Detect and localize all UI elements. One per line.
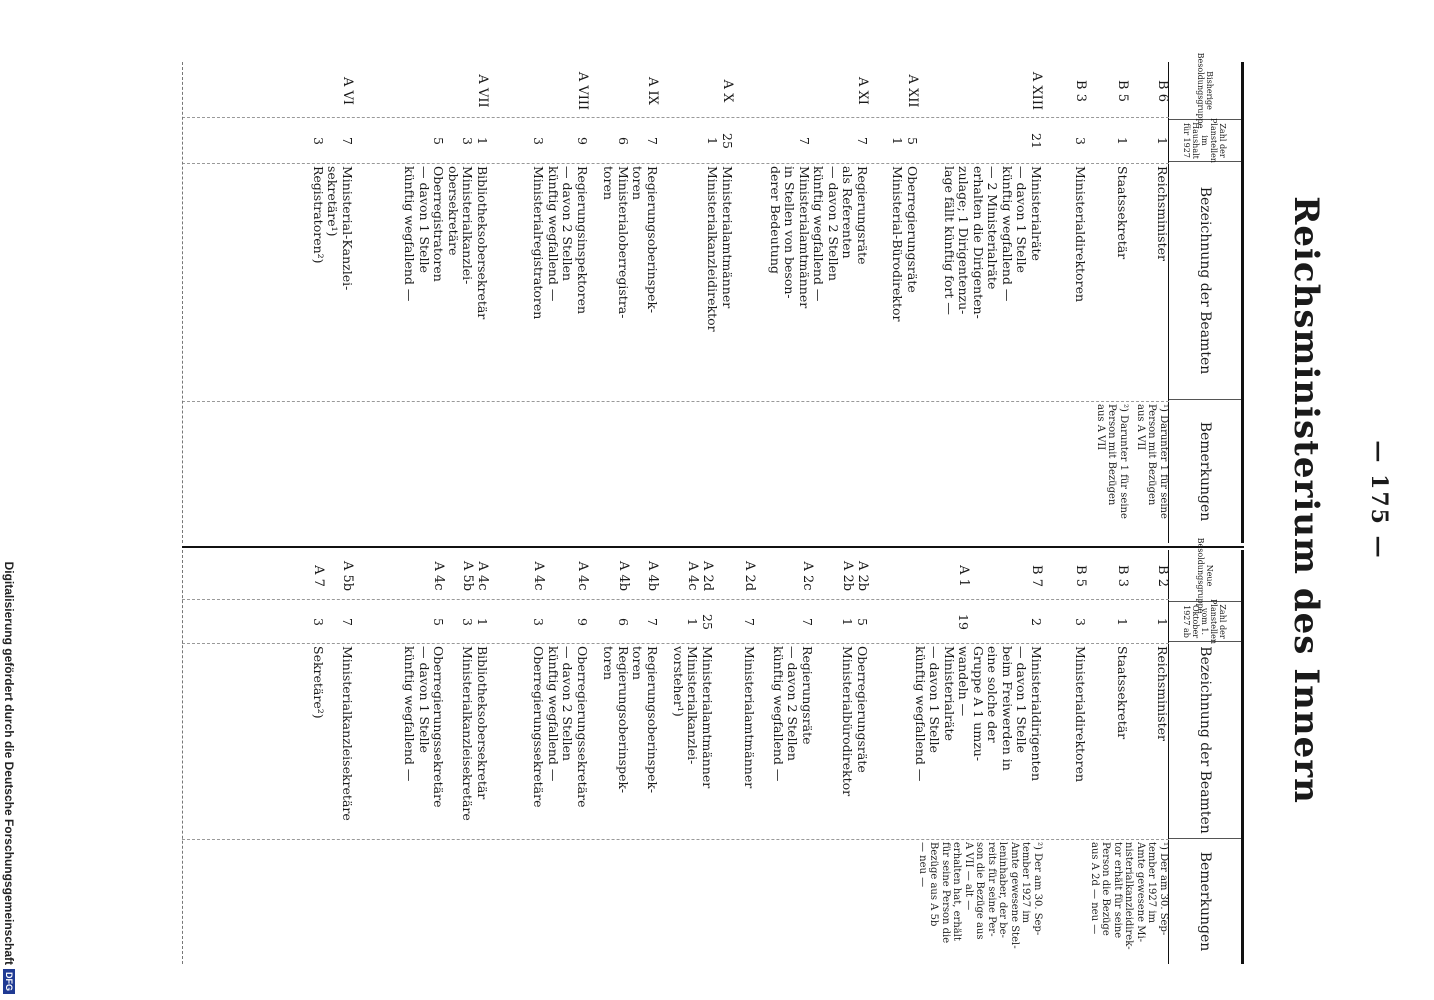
old-group: B 5 — [1115, 80, 1130, 102]
old-remark: ²) Darunter 1 für seine Person mit Bezügen aus A VII — [1095, 404, 1129, 519]
old-column-rule — [182, 401, 1169, 402]
old-name: Reichsminister — [1155, 166, 1170, 261]
old-count: 9 3 — [531, 137, 590, 145]
old-count: 7 3 — [311, 137, 355, 145]
new-name: Reichsminister — [1155, 646, 1170, 741]
old-group: A X — [720, 79, 735, 103]
old-group: A XI — [855, 77, 870, 105]
new-column-rule — [182, 599, 1169, 600]
old-name: Regierungsoberinspek- toren Ministerialoberregistra- toren — [601, 166, 660, 319]
new-name: Ministerialamtmänner Ministerialkanzlei- vorsteher¹) — [671, 646, 715, 789]
new-count: 2 19 — [956, 614, 1044, 630]
new-name: Ministerialdirigenten — davon 1 Stelle beim Freiwerden in eine solche der Gruppe A 1 umzu- wandeln — Ministerialräte — davon 1 Stelle künftig wegfallend — — [913, 646, 1044, 782]
table-divider — [182, 546, 1244, 548]
old-count: 5 1 — [890, 137, 920, 145]
new-remark: ¹) Der am 30. Sep- tember 1927 im Amte gewesene Mi- nisterialkanzleidirek- tor erhält für seine Person die Bezüge aus A 2d — neu — — [1089, 842, 1169, 950]
footer-text: Digitalisierung gefördert durch die Deutsche Forschungsgemeinschaft — [2, 561, 16, 965]
old-name: Regierungsräte als Referenten — davon 2 Stellen künftig wegfallend — Ministerialamtmänner in Stellen von beson- derer Bedeutung — [768, 166, 870, 309]
old-count: 3 — [1073, 137, 1088, 145]
new-column-rule — [182, 839, 1169, 840]
old-group: A VII — [475, 74, 490, 108]
old-group: A VI — [340, 76, 355, 106]
old-name: Staatssekretär — [1115, 166, 1130, 260]
new-group: B 3 — [1115, 565, 1130, 587]
new-count: 7 6 — [616, 618, 660, 626]
old-count: 1 — [1115, 137, 1130, 145]
old-table-body — [182, 62, 1169, 543]
page-number: — 175 — — [1366, 440, 1392, 560]
new-remark: ²) Der am 30. Sep- tember 1927 im Amte gewesene Stel- leninhaber, der be- reits für seine Per- son die Bezüge aus A VII — alt — erhalten hat, erhält für seine Person die Bezüge aus A 5b — neu — — [917, 842, 1043, 949]
new-group: B 5 — [1073, 565, 1088, 587]
new-name: Regierungsräte — davon 2 Stellen künftig wegfallend — Ministerialamtmänner — [742, 646, 815, 789]
new-count: 3 — [1073, 618, 1088, 626]
old-count: 21 — [1029, 133, 1044, 149]
new-group: A 2d A 4c — [685, 560, 715, 592]
new-group: A 2b A 2b — [840, 560, 870, 592]
new-group: B 2 — [1155, 565, 1170, 587]
old-name: Ministerialdirektoren — [1073, 166, 1088, 303]
new-name: Ministerialkanzleisekretäre Sekretäre²) — [311, 646, 355, 821]
old-count: 7 6 — [616, 137, 660, 145]
new-structure-table — [182, 537, 1244, 964]
new-name: Staatssekretär — [1115, 646, 1130, 740]
old-column-rule — [182, 163, 1169, 164]
new-count: 25 1 — [685, 614, 715, 630]
header-old-count: Zahl der Planstellen im Haushalt für 1927 — [1169, 120, 1241, 162]
new-group: B 7 A 1 — [956, 565, 1044, 587]
old-table-header — [1168, 52, 1244, 543]
old-group: A IX — [645, 77, 660, 105]
old-group: A XIII — [1029, 71, 1044, 111]
header-old-remarks: Bemerkungen — [1197, 421, 1214, 522]
new-name: Ministerialdirektoren — [1073, 646, 1088, 783]
old-name: Ministerialamtmänner Ministerialkanzleidirektor — [705, 166, 735, 332]
new-table-body — [182, 550, 1169, 964]
old-group: A VIII — [575, 71, 590, 111]
new-count: 7 3 — [311, 618, 355, 626]
header-old-designation: Bezeichnung der Beamten — [1169, 162, 1241, 400]
new-count: 1 — [1115, 618, 1130, 626]
new-group: A 5b A 7 — [311, 560, 355, 592]
dfg-logo: DFG — [3, 969, 15, 994]
new-group: A 4c A 4c — [531, 561, 590, 591]
header-new-remarks: Bemerkungen — [1197, 851, 1214, 952]
old-column-rule — [182, 117, 1169, 118]
old-count: 25 1 — [705, 133, 735, 149]
new-group: A 4c A 5b A 4c — [431, 560, 490, 592]
header-new-designation: Bezeichnung der Beamten — [1169, 642, 1241, 839]
page-title: Reichsministerium des Innern — [1286, 196, 1326, 804]
old-bottom-rule — [182, 62, 183, 543]
new-count: 9 3 — [531, 618, 590, 626]
old-group: B 6 — [1155, 80, 1170, 102]
new-name: Bibliotheksobersekretär Ministerialkanzleisekretäre Oberregierungssekretäre — davon 1 Stelle künftig wegfallend — — [402, 646, 490, 821]
new-column-rule — [182, 643, 1169, 644]
old-group: B 3 — [1073, 80, 1088, 102]
new-count: 1 — [1155, 618, 1170, 626]
new-count: 7 7 — [742, 618, 815, 626]
new-name: Regierungsoberinspek- toren Regierungsoberinspek- toren — [601, 646, 660, 794]
new-group: A 2c A 2d — [742, 560, 815, 592]
old-count: 1 3 5 — [431, 137, 490, 145]
new-count: 5 1 — [840, 618, 870, 626]
header-new-count: Zahl der Planstellen vom 1. Oktober 1927 ab — [1169, 602, 1241, 642]
old-name: Ministerial-Kanzlei- sekretäre¹) Registratoren²) — [311, 166, 355, 291]
old-name: Regierungsinspektoren — davon 2 Stellen künftig wegfallend — Ministerialregistratoren — [531, 166, 590, 320]
header-new-group: Neue Besoldungsgruppe — [1169, 550, 1241, 602]
old-remark: ¹) Darunter 1 für seine Person mit Bezügen aus A VII — [1135, 404, 1169, 519]
new-table-header — [1168, 537, 1244, 964]
old-name: Oberregierungsräte Ministerial-Bürodirektor — [890, 166, 920, 322]
old-name: Ministerialräte — davon 1 Stelle künftig wegfallend — — 2 Ministerialräte erhalten die Dirigenten- zulage; 1 Dirigentenzu- lage fällt künftig fort — — [942, 166, 1044, 319]
new-count: 1 3 5 — [431, 618, 490, 626]
header-old-group: Bisherige Besoldungsgruppe — [1169, 62, 1241, 120]
new-bottom-rule — [182, 550, 183, 964]
old-group: A XII — [905, 74, 920, 108]
old-name: Bibliotheksobersekretär Ministerialkanzlei- obersekretäre Oberregistratoren — davon 1 Stelle künftig wegfallend — — [402, 166, 490, 320]
old-count: 1 — [1155, 137, 1170, 145]
new-name: Oberregierungsräte Ministerialbürodirektor — [840, 646, 870, 797]
old-count: 7 7 — [797, 137, 870, 145]
footer — [0, 0, 18, 1000]
old-structure-table — [182, 52, 1244, 543]
new-group: A 4b A 4b — [616, 560, 660, 592]
new-name: Oberregierungssekretäre — davon 2 Stellen künftig wegfallend — Oberregierungssekretäre — [531, 646, 590, 808]
